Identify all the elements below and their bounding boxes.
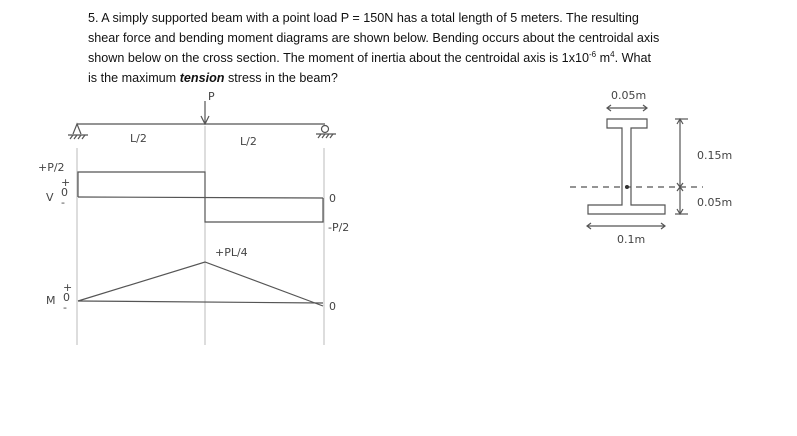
shear-neg-label: -P/2 <box>328 221 350 234</box>
pin-support-icon <box>68 124 88 139</box>
text: shown below on the cross section. The moment of inertia about the centroidal axis is 1x10 <box>88 51 589 65</box>
text: is the maximum <box>88 71 180 85</box>
emphasis-tension: tension <box>179 71 225 85</box>
question-line-1: 5. A simply supported beam with a point load P = 150N has a total length of 5 meters. The resulting <box>88 11 639 25</box>
bottom-flange-width-label: 0.1m <box>617 233 646 246</box>
dimension-height <box>675 119 688 214</box>
dimension-top-width <box>607 105 647 111</box>
centroid-dot <box>625 185 629 189</box>
dimension-bottom-width <box>587 223 665 229</box>
moment-axis-label: M <box>46 294 56 307</box>
sign-plus: + <box>61 176 71 189</box>
sign-minus: - <box>61 196 65 209</box>
text: stress in the beam? <box>224 71 338 85</box>
moment-peak-label: +PL/4 <box>215 246 248 259</box>
shear-zero-label: 0 <box>329 192 336 205</box>
moment-diagram <box>46 246 336 314</box>
right-span-label: L/2 <box>240 135 257 148</box>
text: m <box>596 51 611 65</box>
question-line-2: shear force and bending moment diagrams are shown below. Bending occurs about the centroidal axis <box>88 31 660 45</box>
top-flange-width-label: 0.05m <box>611 89 647 102</box>
top-height-label: 0.15m <box>697 149 733 162</box>
left-span-label: L/2 <box>130 132 147 145</box>
bottom-height-label: 0.05m <box>697 196 733 209</box>
sign-minus: - <box>63 301 67 314</box>
shear-pos-label: +P/2 <box>38 161 65 174</box>
load-arrow-icon <box>201 101 209 124</box>
cross-section <box>570 89 732 246</box>
moment-zero-label: 0 <box>329 300 336 313</box>
load-label: P <box>208 90 215 103</box>
shear-axis-label: V <box>46 191 54 204</box>
exponent: 4 <box>610 50 615 59</box>
i-beam-shape <box>588 119 665 214</box>
roller-support-icon <box>316 126 336 139</box>
shear-diagram <box>38 161 349 234</box>
beam-diagram <box>38 90 349 345</box>
text: . What <box>614 51 651 65</box>
sign-zero: 0 <box>61 186 68 199</box>
exponent: -6 <box>589 50 597 59</box>
sign-zero: 0 <box>63 291 70 304</box>
sign-plus: + <box>63 281 73 294</box>
